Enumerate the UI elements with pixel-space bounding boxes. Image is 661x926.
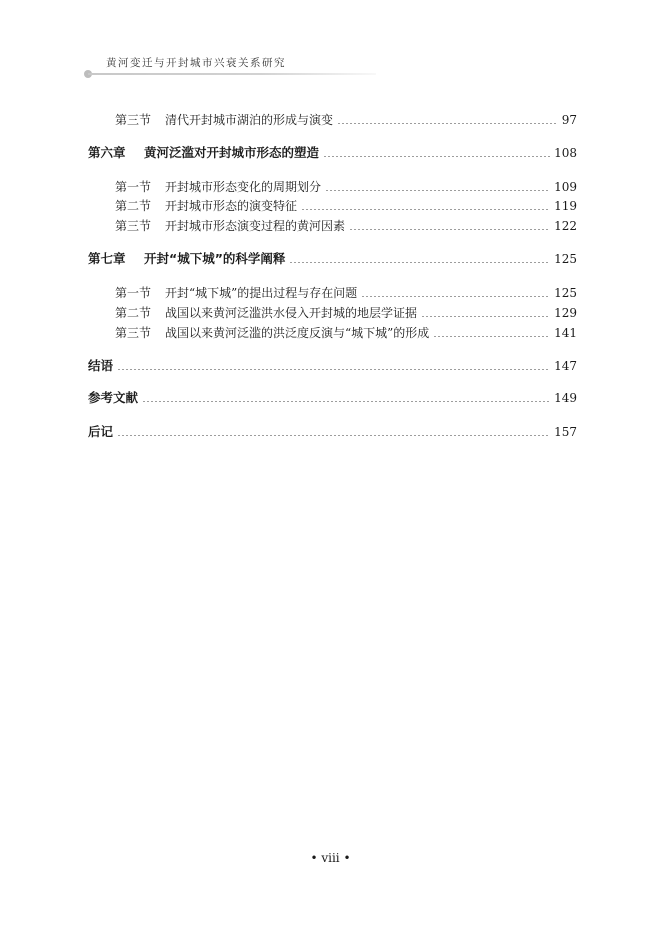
toc-chapter-entry[interactable]	[88, 390, 577, 406]
toc-entry-title: 后记	[88, 424, 114, 439]
toc-entry-number: 第三节	[115, 219, 152, 233]
toc-page-number: 157	[554, 425, 577, 439]
dot-leader	[325, 190, 550, 191]
toc-section-entry[interactable]	[115, 305, 577, 321]
dot-leader	[289, 262, 550, 263]
toc-page-number: 125	[554, 286, 577, 300]
toc-entry-title: 开封城市形态变化的周期划分	[165, 180, 322, 194]
book-title: 黄河变迁与开封城市兴衰关系研究	[106, 57, 286, 69]
dot-leader	[117, 435, 550, 436]
dot-leader	[433, 336, 550, 337]
dot-leader	[323, 156, 550, 157]
toc-page-number: 147	[554, 359, 577, 373]
toc-entry-number: 第七章	[88, 251, 126, 266]
running-header	[84, 52, 584, 78]
toc-entry-number: 第二节	[115, 199, 152, 213]
toc-entry-title: 黄河泛滥对开封城市形态的塑造	[144, 145, 320, 160]
dot-leader	[421, 316, 550, 317]
toc-chapter-entry[interactable]	[88, 424, 577, 440]
toc-entry-title: 开封城市形态演变过程的黄河因素	[165, 219, 346, 233]
toc-entry-title: 清代开封城市湖泊的形成与演变	[165, 113, 334, 127]
dot-leader	[361, 296, 550, 297]
toc-entry-number: 第一节	[115, 180, 152, 194]
toc-page-number: 119	[554, 199, 577, 213]
toc-section-entry[interactable]	[115, 198, 577, 214]
toc-chapter-entry[interactable]	[88, 145, 577, 161]
header-rule	[88, 73, 376, 75]
toc-section-entry[interactable]	[115, 325, 577, 341]
toc-page-number: 129	[554, 306, 577, 320]
toc-entry-title: 开封“城下城”的提出过程与存在问题	[165, 286, 358, 300]
toc-page-number: 122	[554, 219, 577, 233]
toc-section-entry[interactable]	[115, 285, 577, 301]
dot-leader	[142, 401, 550, 402]
toc-page-number: 141	[554, 326, 577, 340]
toc-chapter-entry[interactable]	[88, 251, 577, 267]
toc-entry-title: 参考文献	[88, 390, 139, 405]
page-number: • viii •	[310, 851, 351, 865]
toc-entry-number: 第三节	[115, 326, 152, 340]
toc-entry-number: 第一节	[115, 286, 152, 300]
toc-entry-title: 结语	[88, 358, 114, 373]
toc-entry-number: 第三节	[115, 113, 152, 127]
toc-entry-title: 战国以来黄河泛滥洪水侵入开封城的地层学证据	[165, 306, 418, 320]
toc-section-entry[interactable]	[115, 179, 577, 195]
toc-entry-number: 第六章	[88, 145, 126, 160]
dot-leader	[301, 209, 550, 210]
toc-chapter-entry[interactable]	[88, 358, 577, 374]
dot-leader	[117, 369, 550, 370]
toc-page-number: 149	[554, 391, 577, 405]
toc-entry-title: 开封“城下城”的科学阐释	[144, 251, 286, 266]
toc-entry-number: 第二节	[115, 306, 152, 320]
dot-leader	[337, 123, 558, 124]
toc-section-entry[interactable]	[115, 112, 577, 128]
toc-page-number: 97	[561, 113, 577, 127]
toc-entry-title: 战国以来黄河泛滥的洪泛度反演与“城下城”的形成	[165, 326, 430, 340]
toc-page-number: 109	[554, 180, 577, 194]
toc-entry-title: 开封城市形态的演变特征	[165, 199, 298, 213]
dot-leader	[349, 229, 550, 230]
toc-section-entry[interactable]	[115, 218, 577, 234]
toc-page-number: 125	[554, 252, 577, 266]
toc-page-number: 108	[554, 146, 577, 160]
